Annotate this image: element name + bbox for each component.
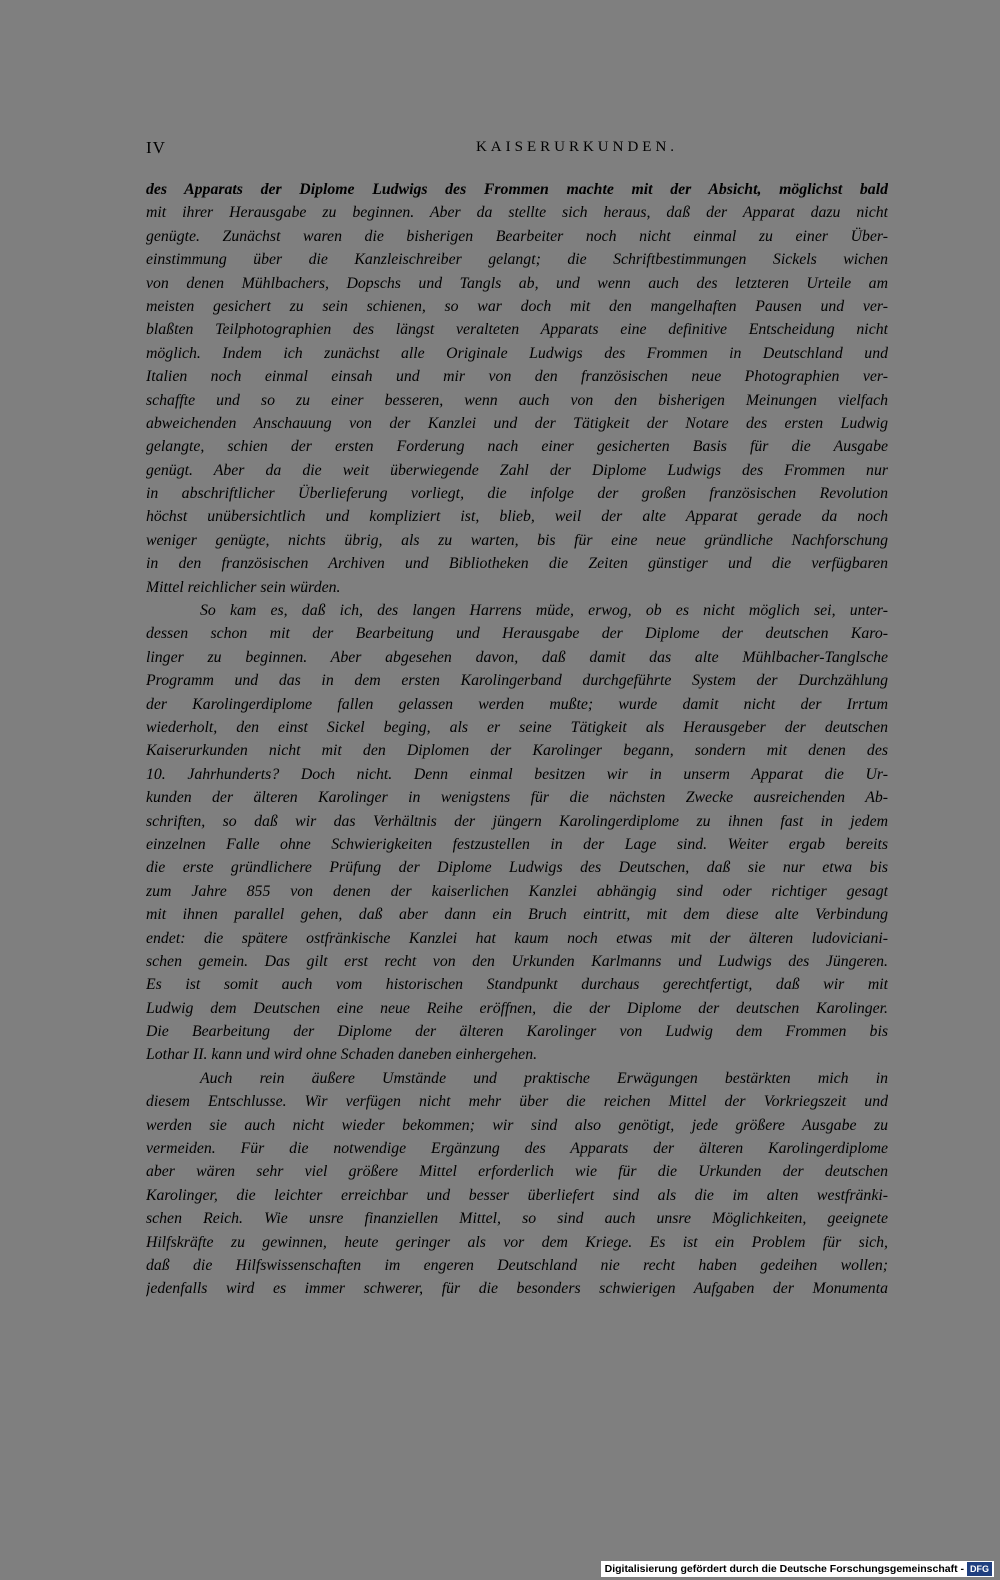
text-line: aber wären sehr viel größere Mittel erforderlich wie für die Urkunden der deutschen xyxy=(146,1163,888,1181)
text-line: Programm und das in dem ersten Karolingerband durchgeführte System der Durchzählung xyxy=(146,672,888,690)
text-line: der Karolingerdiplome fallen gelassen werden mußte; wurde damit nicht der Irrtum xyxy=(146,695,888,713)
text-line: Karolinger, die leichter erreichbar und besser überliefert sind als die im alten westfränki- xyxy=(146,1186,888,1204)
text-line: gelangte, schien der ersten Forderung nach einer gesicherten Basis für die Ausgabe xyxy=(146,438,888,456)
text-line: von denen Mühlbachers, Dopschs und Tangls ab, und wenn auch des letzteren Urteile am xyxy=(146,274,888,292)
text-line: schaffte und so zu einer besseren, wenn auch von den bisherigen Meinungen vielfach xyxy=(146,391,888,409)
text-line: Es ist somit auch vom historischen Standpunkt durchaus gerechtfertigt, daß wir mit xyxy=(146,976,888,994)
text-line: weniger genügte, nichts übrig, als zu warten, bis für eine neue gründliche Nachforschung xyxy=(146,531,888,549)
text-line: einstimmung über die Kanzleischreiber gelangt; die Schriftbestimmungen Sickels wichen xyxy=(146,251,888,269)
text-line: schen gemein. Das gilt erst recht von den Urkunden Karlmanns und Ludwigs des Jüngeren. xyxy=(146,952,888,970)
text-line: die erste gründlichere Prüfung der Diplome Ludwigs des Deutschen, daß sie nur etwa bis xyxy=(146,859,888,877)
text-line: möglich. Indem ich zunächst alle Originale Ludwigs des Frommen in Deutschland und xyxy=(146,344,888,362)
text-line: diesem Entschlusse. Wir verfügen nicht mehr über die reichen Mittel der Vorkriegszeit und xyxy=(146,1093,888,1111)
text-line: blaßten Teilphotographien des längst veralteten Apparats eine definitive Entscheidung nicht xyxy=(146,321,888,339)
text-line: vermeiden. Für die notwendige Ergänzung des Apparats der älteren Karolingerdiplome xyxy=(146,1140,888,1158)
text-line: in den französischen Archiven und Bibliotheken die Zeiten günstiger und die verfügbaren xyxy=(146,555,888,573)
text-line: Auch rein äußere Umstände und praktische Erwägungen bestärkten mich in xyxy=(200,1069,888,1087)
running-title: KAISERURKUNDEN. xyxy=(475,139,679,155)
text-line: endet: die spätere ostfränkische Kanzlei hat kaum noch etwas mit der älteren ludoviciani- xyxy=(146,929,888,947)
footer-credit: Digitalisierung gefördert durch die Deutsche Forschungsgemeinschaft - xyxy=(604,1563,964,1575)
text-line: höchst unübersichtlich und kompliziert ist, blieb, weil der alte Apparat gerade da noch xyxy=(146,508,888,526)
text-line: werden sie auch nicht wieder bekommen; wir sind also genötigt, jede größere Ausgabe zu xyxy=(146,1116,888,1134)
text-line: mit ihnen parallel gehen, daß aber dann ein Bruch eintritt, mit dem diese alte Verbindung xyxy=(146,906,888,924)
text-line: in abschriftlicher Überlieferung vorliegt, die infolge der großen französischen Revolution xyxy=(146,485,888,503)
footer-banner xyxy=(601,1561,994,1577)
text-line: Hilfskräfte zu gewinnen, heute geringer als vor dem Kriege. Es ist ein Problem für sich, xyxy=(146,1233,888,1251)
text-line: des Apparats der Diplome Ludwigs des Frommen machte mit der Absicht, möglichst bald xyxy=(146,181,888,198)
text-line: Die Bearbeitung der Diplome der älteren Karolinger von Ludwig dem Frommen bis xyxy=(146,1023,888,1041)
text-line: mit ihrer Herausgabe zu beginnen. Aber da stellte sich heraus, daß der Apparat dazu nicht xyxy=(146,204,888,222)
text-line: Lothar II. kann und wird ohne Schaden daneben einhergehen. xyxy=(146,1046,538,1064)
text-line: Kaiserurkunden nicht mit den Diplomen der Karolinger begann, sondern mit denen des xyxy=(146,742,888,760)
text-line: linger zu beginnen. Aber abgesehen davon, daß damit das alte Mühlbacher-Tanglsche xyxy=(146,648,888,666)
text-line: jedenfalls wird es immer schwerer, für die besonders schwierigen Aufgaben der Monumenta xyxy=(146,1280,888,1298)
text-line: einzelnen Falle ohne Schwierigkeiten festzustellen in der Lage sind. Weiter ergab bereits xyxy=(146,835,888,853)
text-line: schriften, so daß wir das Verhältnis der jüngern Karolingerdiplome zu ihnen fast in jedem xyxy=(146,812,888,830)
body-text xyxy=(146,178,888,1301)
text-line: genügt. Aber da die weit überwiegende Zahl der Diplome Ludwigs des Frommen nur xyxy=(146,461,888,479)
text-line: abweichenden Anschauung von der Kanzlei und der Tätigkeit der Notare des ersten Ludwig xyxy=(146,414,888,432)
text-line: 10. Jahrhunderts? Doch nicht. Denn einmal besitzen wir in unserm Apparat die Ur- xyxy=(146,765,888,783)
text-line: dessen schon mit der Bearbeitung und Herausgabe der Diplome der deutschen Karo- xyxy=(146,625,888,643)
page-header xyxy=(146,138,888,162)
dfg-logo-icon: DFG xyxy=(967,1562,992,1576)
text-line: genügte. Zunächst waren die bisherigen Bearbeiter noch nicht einmal zu einer Über- xyxy=(146,227,888,245)
text-line: Mittel reichlicher sein würden. xyxy=(146,578,341,596)
text-line: Italien noch einmal einsah und mir von den französischen neue Photographien ver- xyxy=(146,368,888,386)
text-line: schen Reich. Wie unsre finanziellen Mittel, so sind auch unsre Möglichkeiten, geeignete xyxy=(146,1210,888,1228)
text-line: So kam es, daß ich, des langen Harrens müde, erwog, ob es nicht möglich sei, unter- xyxy=(200,602,888,620)
text-line: meisten gesichert zu sein schienen, so war doch mit den mangelhaften Pausen und ver- xyxy=(146,297,888,315)
text-line: Ludwig dem Deutschen eine neue Reihe eröffnen, die der Diplome der deutschen Karolinger. xyxy=(146,999,888,1017)
text-line: daß die Hilfswissenschaften im engeren Deutschland nie recht haben gedeihen wollen; xyxy=(146,1256,888,1274)
text-line: wiederholt, den einst Sickel beging, als er seine Tätigkeit als Herausgeber der deutschen xyxy=(146,718,888,736)
text-line: kunden der älteren Karolinger in wenigstens für die nächsten Zwecke ausreichenden Ab- xyxy=(146,789,888,807)
text-line: zum Jahre 855 von denen der kaiserlichen Kanzlei abhängig sind oder richtiger gesagt xyxy=(146,882,888,900)
page-number: IV xyxy=(146,138,166,157)
